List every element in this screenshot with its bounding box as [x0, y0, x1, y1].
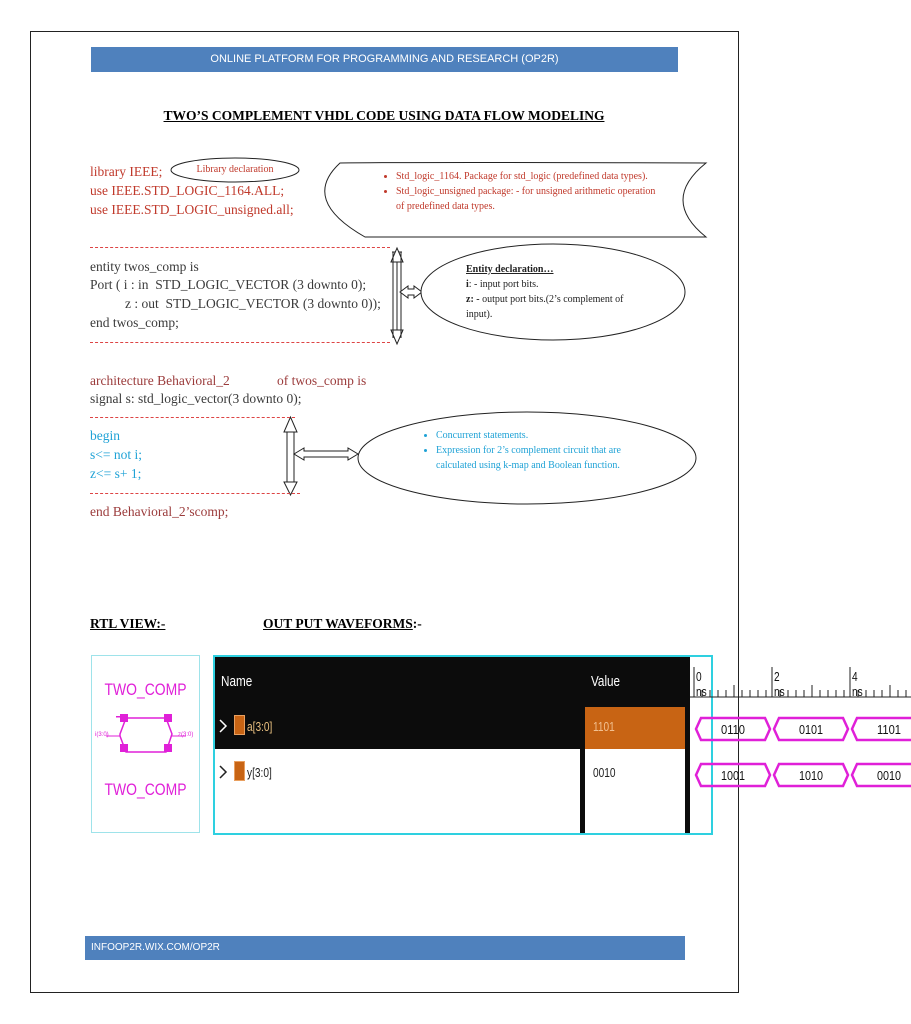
code-library-line-1: library IEEE; — [90, 164, 163, 179]
code-library-line-3: use IEEE.STD_LOGIC_unsigned.all; — [90, 202, 294, 217]
rtl-view — [91, 655, 200, 833]
time-tick-label: 2 ns — [774, 669, 785, 699]
waveform-viewer — [213, 655, 901, 835]
rtl-block-symbol — [92, 656, 199, 832]
code-entity-line-1: entity twos_comp is — [90, 259, 199, 274]
entity-double-arrow — [400, 286, 422, 298]
bus-segment-value: 0101 — [799, 722, 823, 737]
concurrent-brace-up-arrow — [284, 417, 297, 432]
code-begin-line-2: s<= not i; — [90, 447, 142, 462]
concurrent-note-1: • Concurrent statements. — [436, 428, 645, 443]
expand-icon[interactable] — [219, 765, 227, 784]
bus-segment-value: 0010 — [877, 768, 901, 783]
value-column-header — [585, 657, 685, 707]
entity-notes-title: Entity declaration… — [466, 264, 554, 275]
page-title: TWO’S COMPLEMENT VHDL CODE USING DATA FLOW MODELING — [163, 108, 605, 123]
bus-segment-value: 1101 — [877, 722, 901, 737]
entity-notes: Entity declaration… i: - input port bits. z: - output port bits.(2’s complement of input). — [466, 262, 646, 322]
waveform-timeline[interactable] — [690, 657, 911, 833]
rtl-input-pin: i(3:0) — [95, 732, 109, 738]
time-ruler-ticks — [694, 667, 906, 697]
footer-banner[interactable]: INFOOP2R.WIX.COM/OP2R — [85, 936, 685, 960]
header-banner: ONLINE PLATFORM FOR PROGRAMMING AND RESEARCH (OP2R) — [91, 47, 678, 72]
waveform-heading: OUT PUT WAVEFORMS:- — [263, 616, 422, 631]
divider — [90, 493, 300, 494]
signal-value: 0010 — [593, 765, 616, 780]
signal-value: 1101 — [593, 719, 615, 734]
rtl-name-bottom: TWO_COMP — [104, 780, 187, 799]
code-begin-line-1: begin — [90, 428, 120, 443]
code-arch-line-1a: architecture Behavioral_2 — [90, 373, 230, 388]
value-column-label: Value — [591, 673, 621, 690]
bus-segment-value: 1001 — [721, 768, 745, 783]
bus-segment-value: 1010 — [799, 768, 823, 783]
concurrent-double-arrow — [294, 448, 358, 460]
rtl-output-pin: z(3:0) — [178, 732, 194, 738]
signal-name[interactable]: a[3:0] — [247, 719, 273, 734]
code-end-line: end Behavioral_2’scomp; — [90, 504, 229, 519]
bus-signal-icon — [234, 761, 245, 781]
rtl-view-heading: RTL VIEW:- — [90, 616, 166, 631]
time-tick-label: 4 ns — [852, 669, 863, 699]
name-column-header — [215, 657, 580, 707]
library-note-2: • Std_logic_unsigned package: - for unsigned arithmetic operation of predefined data types. — [396, 184, 660, 214]
code-arch-line-1b: of twos_comp is — [277, 373, 367, 388]
signal-name[interactable]: y[3:0] — [247, 765, 272, 780]
code-begin-line-3: z<= s+ 1; — [90, 466, 142, 481]
library-note-1: • Std_logic_1164. Package for std_logic (predefined data types). — [396, 169, 660, 184]
code-entity-line-2: Port ( i : in STD_LOGIC_VECTOR (3 downto 0); — [90, 277, 367, 292]
library-label: Library declaration — [196, 164, 274, 175]
time-tick-label: 0 ns — [696, 669, 707, 699]
divider — [90, 342, 390, 343]
expand-icon[interactable] — [219, 719, 227, 738]
code-entity-line-4: end twos_comp; — [90, 315, 179, 330]
concurrent-note-2: • Expression for 2’s complement circuit that are calculated using k-map and Boolean function. — [436, 443, 645, 473]
code-entity-line-3: z : out STD_LOGIC_VECTOR (3 downto 0)); — [125, 296, 381, 311]
code-library-line-2: use IEEE.STD_LOGIC_1164.ALL; — [90, 183, 285, 198]
bus-segment-value: 0110 — [721, 722, 745, 737]
concurrent-notes — [420, 428, 645, 473]
divider — [90, 247, 390, 248]
library-notes — [380, 169, 660, 214]
bus-signal-icon — [234, 715, 245, 735]
name-column-label: Name — [221, 673, 253, 690]
rtl-name-top: TWO_COMP — [104, 680, 187, 699]
divider — [90, 417, 295, 418]
code-arch-line-2: signal s: std_logic_vector(3 downto 0); — [90, 391, 302, 406]
